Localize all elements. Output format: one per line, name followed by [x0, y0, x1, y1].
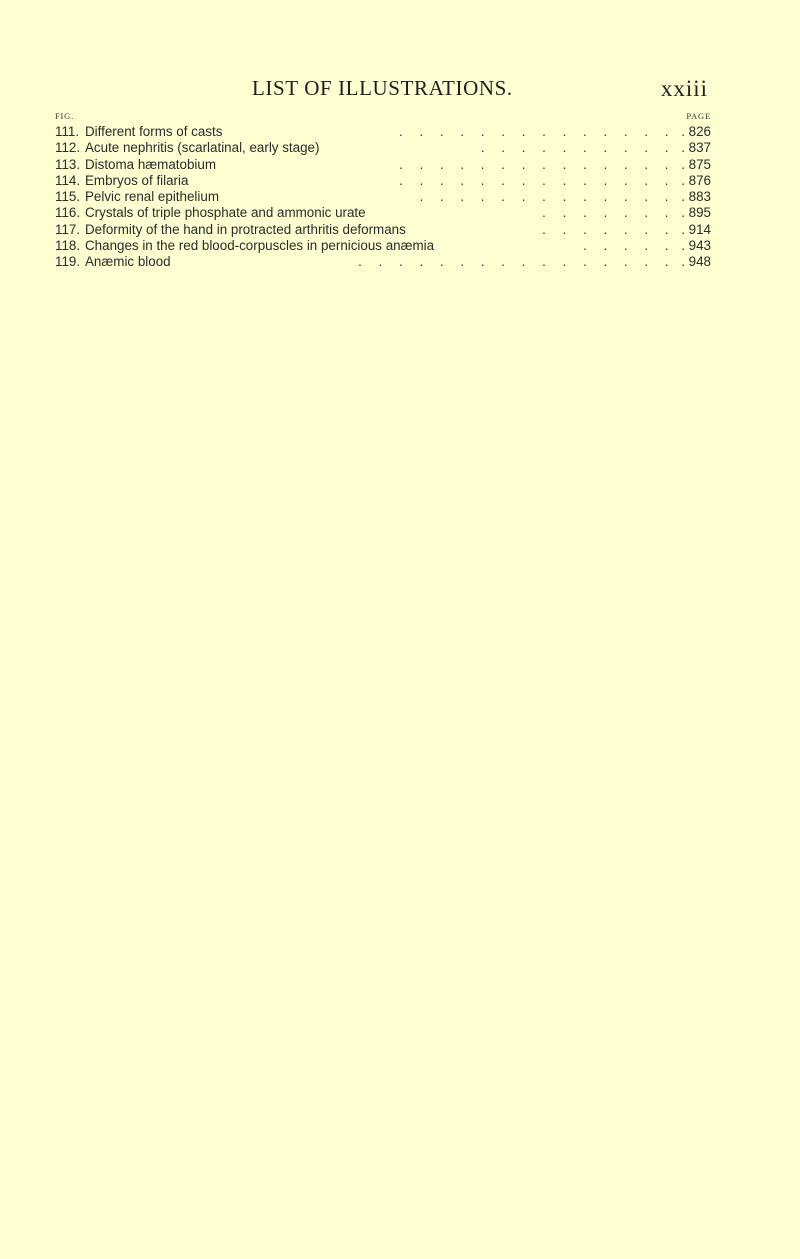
page-column-heading: PAGE [686, 111, 711, 121]
list-item [55, 222, 711, 238]
figure-title: Embryos of filaria [85, 172, 189, 188]
figure-number: 116. [55, 205, 81, 221]
figure-title: Pelvic renal epithelium [85, 189, 219, 205]
list-item [55, 205, 711, 221]
figure-title: Different forms of casts [85, 124, 223, 139]
running-title: LIST OF ILLUSTRATIONS. [252, 76, 513, 100]
list-item [55, 140, 711, 156]
dot-leader: . . . . . . . . . . . . . . [399, 124, 675, 139]
dot-leader: . . . . . . . [542, 205, 675, 221]
list-item [55, 173, 711, 189]
illustrations-list [55, 124, 711, 271]
page-header [0, 70, 800, 106]
dot-leader: . . . . . . . . . . . . . . [399, 156, 675, 172]
figure-title: Distoma hæmatobium [85, 156, 216, 172]
figure-page: . 914 [681, 221, 711, 237]
figure-number: 113. [55, 156, 81, 172]
dot-leader: . . . . . . . [542, 221, 675, 237]
figure-number: 119. [55, 254, 81, 270]
figure-page: . 875 [681, 156, 711, 172]
figure-number: 111. [55, 124, 80, 139]
figure-title: Changes in the red blood-corpuscles in pernicious anæmia [85, 238, 435, 254]
figure-number: 115. [55, 189, 81, 205]
dot-leader: . . . . . . . . . . . . . . . . [358, 254, 675, 270]
dot-leader: . . . . . . . . . . . . . . [399, 172, 675, 188]
fig-column-heading: FIG. [55, 111, 75, 121]
figure-page: . 895 [681, 205, 711, 221]
figure-number: 118. [55, 238, 81, 254]
figure-title: Crystals of triple phosphate and ammonic urate [85, 205, 366, 221]
figure-page: . 948 [681, 254, 711, 270]
list-item [55, 157, 711, 173]
list-item [55, 189, 711, 205]
figure-number: 112. [55, 140, 81, 156]
figure-number: 114. [55, 172, 81, 188]
figure-page: . 876 [681, 172, 711, 188]
dot-leader: . . . . . . . . . . [480, 140, 675, 156]
figure-number: 117. [55, 221, 81, 237]
dot-leader: . . . . . [583, 238, 675, 254]
figure-page: . 826 [681, 124, 711, 139]
list-item [55, 124, 711, 140]
page-number: xxiii [660, 76, 708, 101]
figure-page: . 943 [681, 238, 711, 254]
list-item [55, 254, 711, 270]
dot-leader: . . . . . . . . . . . . . [419, 189, 675, 205]
list-item [55, 238, 711, 254]
figure-title: Acute nephritis (scarlatinal, early stage) [85, 140, 320, 156]
figure-title: Anæmic blood [85, 254, 171, 270]
figure-title: Deformity of the hand in protracted arthritis deformans [85, 221, 406, 237]
column-headings [55, 111, 711, 123]
figure-page: . 837 [681, 140, 711, 156]
figure-page: . 883 [681, 189, 711, 205]
